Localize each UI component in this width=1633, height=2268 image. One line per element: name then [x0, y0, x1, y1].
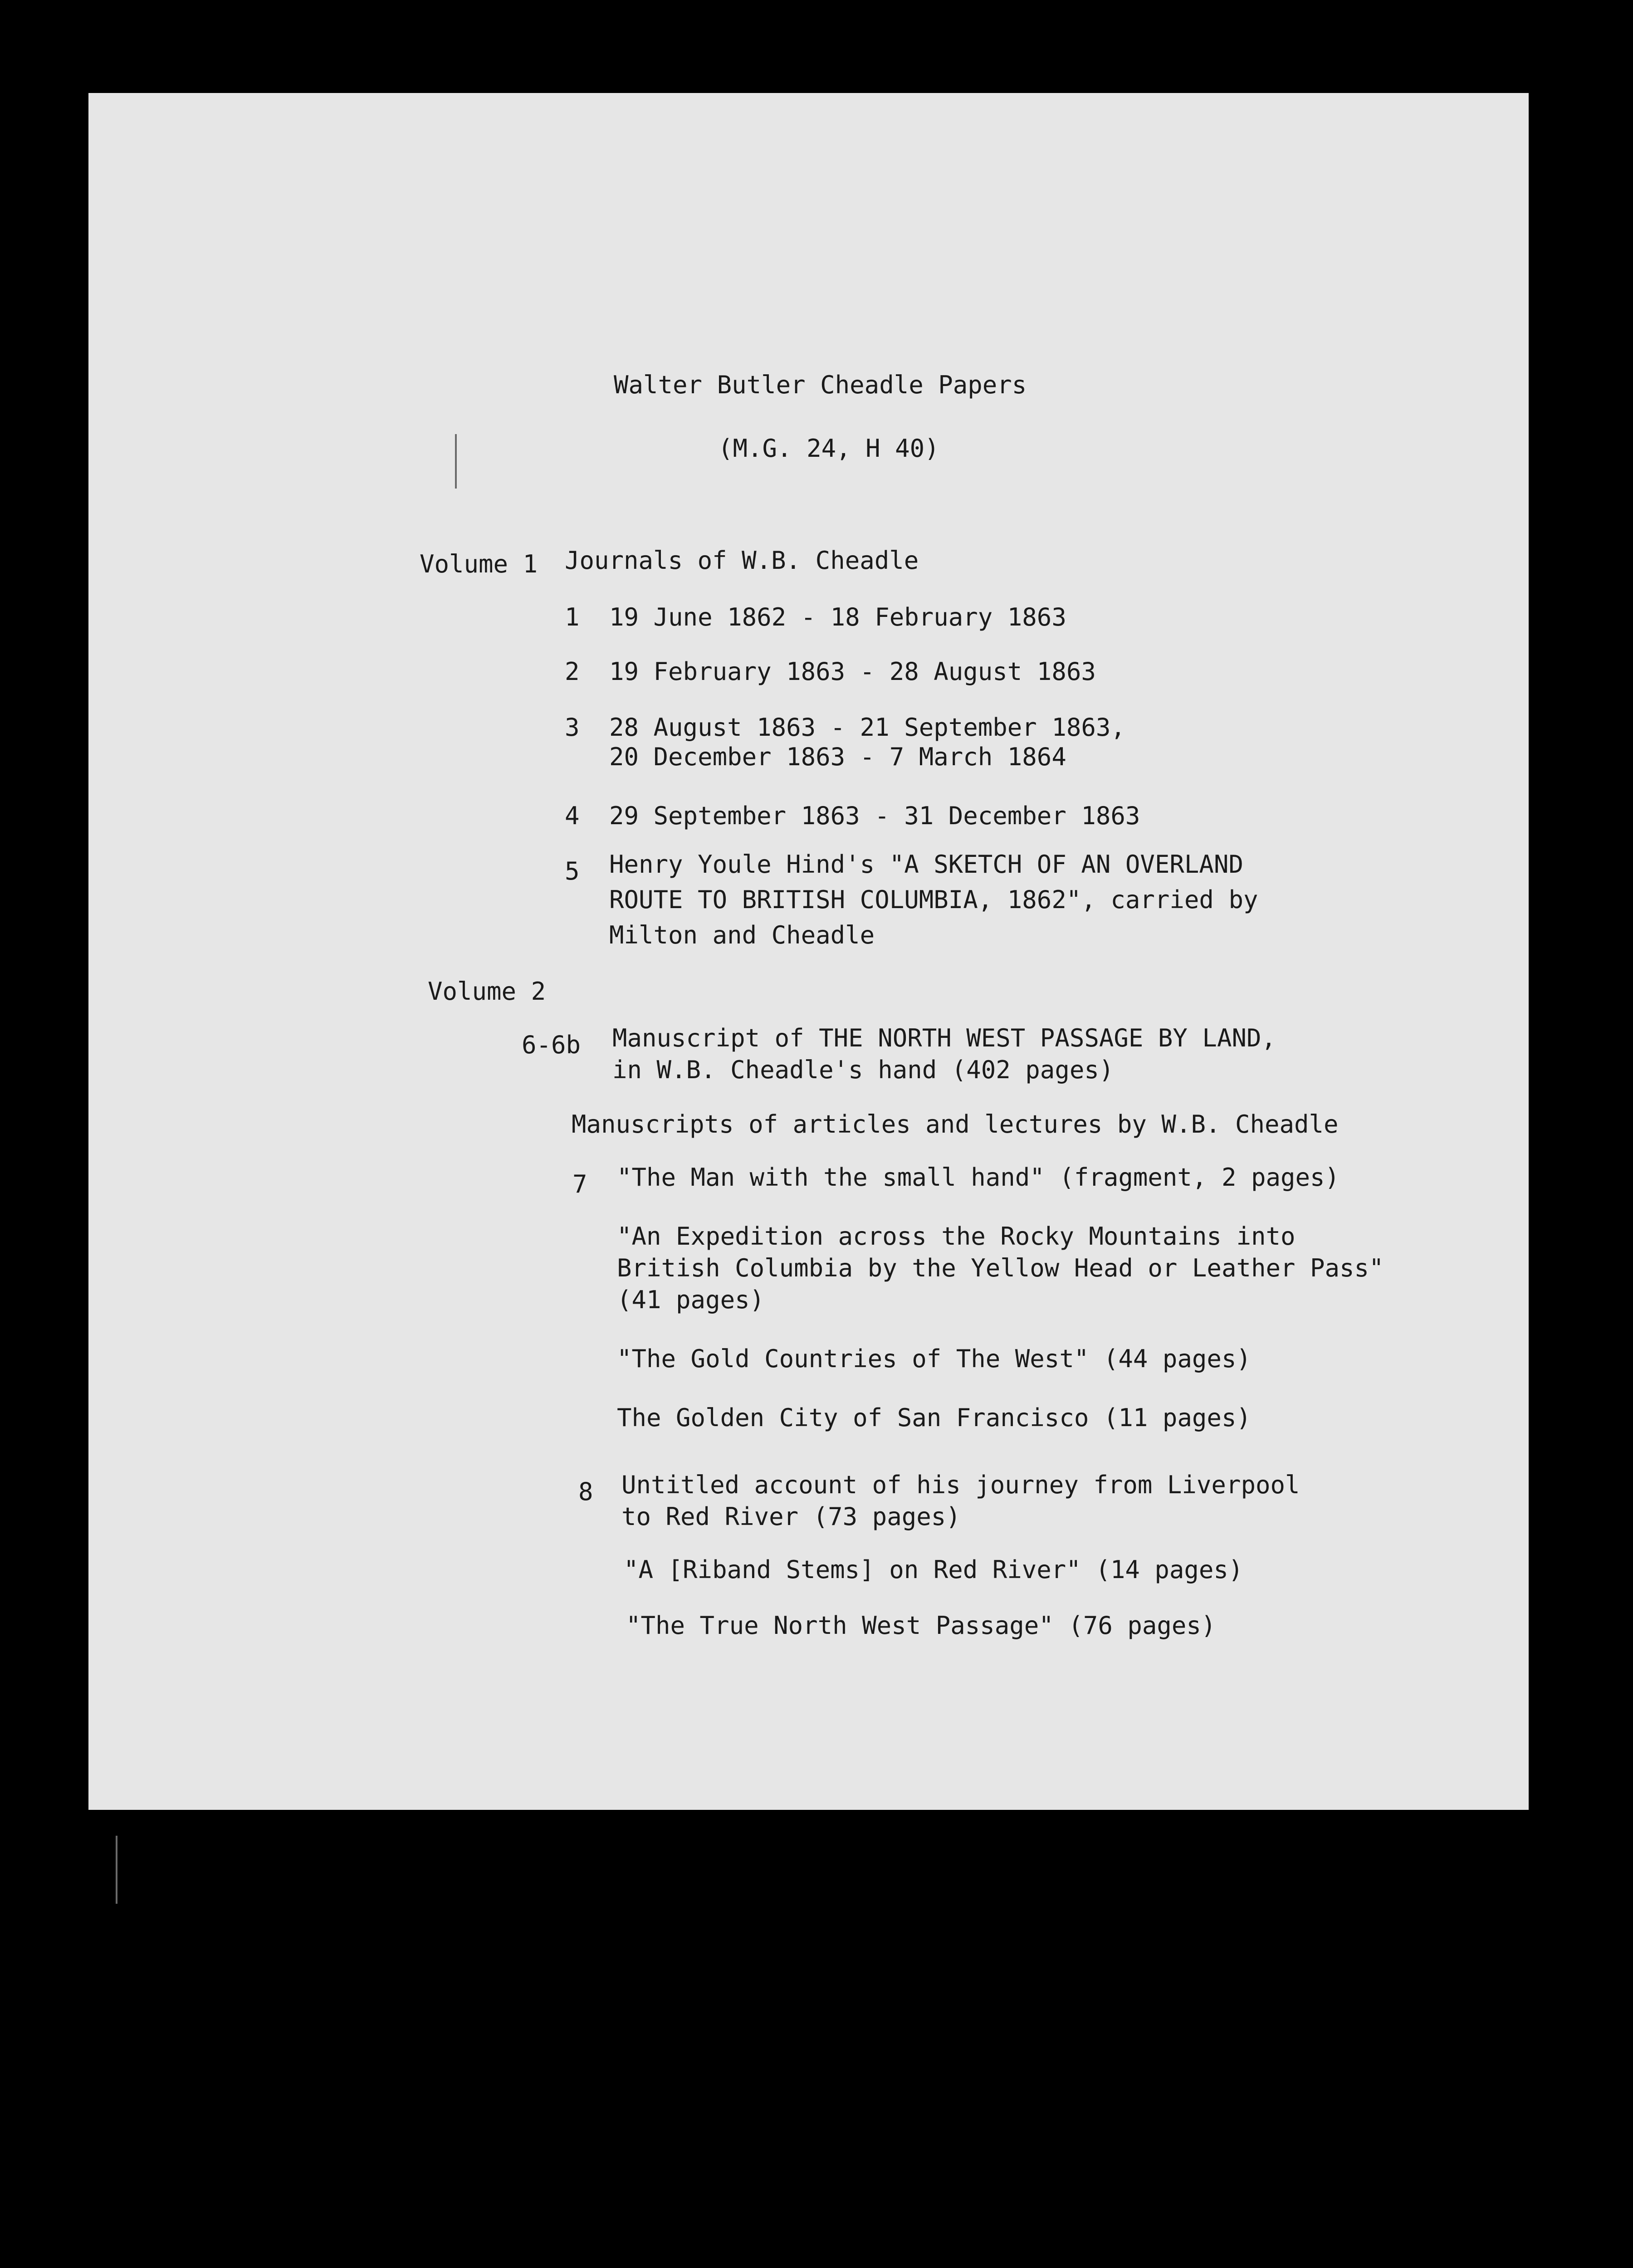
entry-line: in W.B. Cheadle's hand (402 pages)	[612, 1056, 1114, 1084]
entry-number: 4	[565, 802, 580, 830]
entry-line: ROUTE TO BRITISH COLUMBIA, 1862", carried by	[609, 885, 1258, 914]
volume-1-heading: Journals of W.B. Cheadle	[565, 546, 919, 575]
volume-2-label: Volume 2	[428, 977, 546, 1006]
articles-heading: Manuscripts of articles and lectures by W.B. Cheadle	[572, 1110, 1339, 1139]
margin-mark	[116, 1836, 117, 1904]
entry-number: 3	[565, 713, 580, 742]
entry-line: (41 pages)	[617, 1286, 765, 1314]
entry-line: "The Man with the small hand" (fragment, 2 pages)	[617, 1163, 1340, 1192]
entry-line: to Red River (73 pages)	[621, 1502, 961, 1531]
entry-number: 6-6b	[522, 1031, 581, 1059]
entry-line: 28 August 1863 - 21 September 1863,	[609, 713, 1125, 742]
margin-mark	[455, 434, 457, 489]
collection-reference: (M.G. 24, H 40)	[718, 434, 939, 463]
entry-number: 1	[565, 603, 580, 631]
entry-line: 19 February 1863 - 28 August 1863	[609, 657, 1096, 686]
entry-line: "The Gold Countries of The West" (44 pages)	[617, 1344, 1251, 1373]
entry-line: British Columbia by the Yellow Head or Leather Pass"	[617, 1254, 1384, 1282]
entry-number: 5	[565, 857, 580, 885]
entry-line: Manuscript of THE NORTH WEST PASSAGE BY LAND,	[612, 1024, 1276, 1052]
entry-line: "The True North West Passage" (76 pages)	[626, 1611, 1216, 1640]
entry-number: 8	[578, 1477, 593, 1506]
entry-line: Untitled account of his journey from Liverpool	[621, 1471, 1300, 1499]
entry-number: 2	[565, 657, 580, 686]
entry-line: Henry Youle Hind's "A SKETCH OF AN OVERLAND	[609, 850, 1243, 879]
entry-line: The Golden City of San Francisco (11 pages)	[617, 1403, 1251, 1432]
entry-line: 20 December 1863 - 7 March 1864	[609, 743, 1066, 771]
document-page	[88, 93, 1529, 1810]
entry-line: Milton and Cheadle	[609, 921, 875, 949]
entry-line: 29 September 1863 - 31 December 1863	[609, 802, 1140, 830]
document-title: Walter Butler Cheadle Papers	[614, 371, 1027, 399]
volume-1-label: Volume 1	[420, 550, 538, 578]
entry-number: 7	[572, 1170, 587, 1198]
entry-line: "A [Riband Stems] on Red River" (14 pages)	[624, 1555, 1243, 1584]
entry-line: "An Expedition across the Rocky Mountains into	[617, 1222, 1296, 1251]
entry-line: 19 June 1862 - 18 February 1863	[609, 603, 1066, 631]
